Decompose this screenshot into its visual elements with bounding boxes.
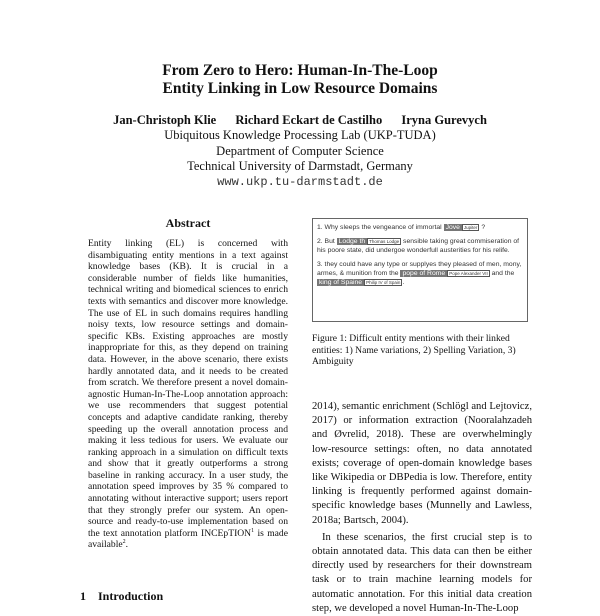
author-3: Iryna Gurevych [401, 113, 487, 127]
figure-example-1: 1. Why sleeps the vengeance of immortal Jove Jupiter ? [317, 224, 486, 231]
entity-label: Thomas Lodge [369, 238, 400, 244]
paper-title-line-1: From Zero to Hero: Human-In-The-Loop [162, 62, 438, 79]
affiliation-url[interactable]: www.ukp.tu-darmstadt.de [217, 175, 383, 189]
entity-label: Pope Alexander VII [449, 270, 488, 276]
entity-mention: Lodge th [338, 238, 366, 245]
author-2: Richard Eckart de Castilho [235, 113, 383, 127]
entity-label: Jupiter [463, 224, 478, 230]
paragraph: In these scenarios, the first crucial step is to obtain annotated data. This data can then be either directly used by researchers for their downstream task or to train machine learning models for automatic annotation. For this initial data creation step, we developed a novel Human-In-The-Loop [312, 531, 532, 614]
right-column-text [312, 400, 532, 616]
abstract-text: Entity linking (EL) is concerned with disambiguating entity mentions in a text against knowledge bases (KB). It is crucial in a considerable number of fields like humanities, technical writing and biomedical sciences to enrich texts with semantics and discover more knowledge. The use of EL in such domains requires handling noisy texts, low resource settings and domain-specific KBs. Existing approaches are mostly inappropriate for this, as they depend on training data. However, in the above scenario, there exists hardly annotated data, and it needs to be created from scratch. We therefore present a novel domain-agnostic Human-In-The-Loop annotation approach: we use recommenders that suggest potential concepts and adaptive candidate ranking, thereby speeding up the overall annotation process and making it less tedious for users. We evaluate our ranking approach in a simulation on difficult texts and show that it greatly outperforms a strong baseline in ranking accuracy. In a user study, the annotation speed improves by 35 % compared to annotating without interactive support; users report that they strongly prefer our system. An open-source and ready-to-use implementation based on the text annotation platform INCEpTION$^1$ is made available$^2$. [88, 238, 288, 551]
entity-mention: Jove [445, 224, 460, 231]
figure-1-box [312, 218, 528, 322]
entity-mention: pope of Rome [402, 270, 446, 277]
abstract-heading: Abstract [165, 216, 211, 230]
paper-title-line-2: Entity Linking in Low Resource Domains [162, 80, 438, 97]
footnote-mark-1[interactable]: 1 [251, 527, 255, 534]
entity-label: Philip IV of Spain [366, 279, 401, 285]
figure-example-3: 3. they could have any type or supplyes they pleased of men, mony, armes, & munition from the pope of Rome Pope Alexander VII and the king of Spaine Philip IV of Spain . [317, 261, 522, 286]
affiliation-department: Department of Computer Science [216, 144, 384, 158]
affiliation-university: Technical University of Darmstadt, Germany [187, 159, 413, 173]
figure-1-caption: Figure 1: Difficult entity mentions with their linked entities: 1) Name variations, 2) Spelling Variation, 3) Ambiguity [312, 333, 516, 368]
entity-mention: king of Spaine [319, 279, 363, 286]
figure-example-2: 2. But Lodge th Thomas Lodge sensible taking great commiseration of his poore state, did undergoe wonderfull austerities for his relife. [317, 238, 520, 254]
footnote-mark-2[interactable]: 2 [122, 539, 126, 546]
author-1: Jan-Christoph Klie [113, 113, 217, 127]
section-heading-introduction: 1 Introduction [80, 589, 164, 603]
paragraph: 2014), semantic enrichment (Schlögl and Lejtovicz, 2017) or information extraction (Nooralahzadeh and Øvrelid, 2018). These are overwhelmingly low-resource settings: often, no data annotated exists; coverage of open-domain knowledge bases like Wikipedia or DBPedia is low. Therefore, entity linking is frequently performed against domain-specific knowledge bases (Munnelly and Lawless, 2018a; Bartsch, 2004). [312, 401, 532, 526]
author-list [0, 113, 600, 128]
affiliation-lab: Ubiquitous Knowledge Processing Lab (UKP-TUDA) [164, 128, 436, 142]
